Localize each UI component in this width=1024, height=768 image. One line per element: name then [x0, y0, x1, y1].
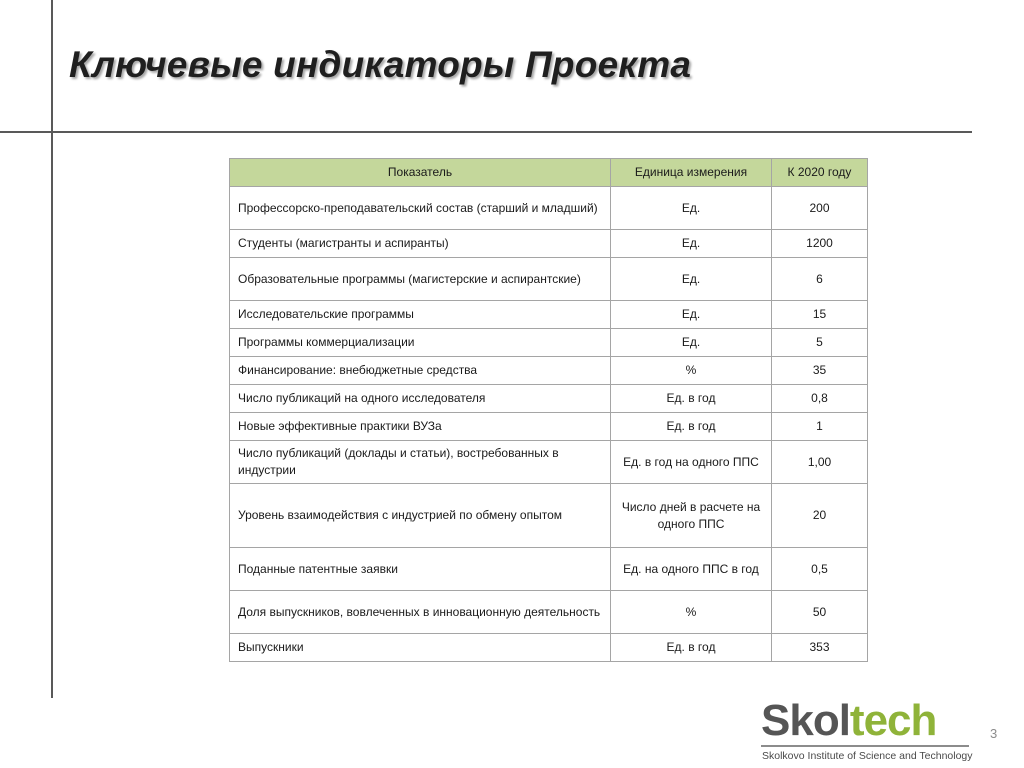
unit-cell: Ед. в год на одного ППС — [611, 441, 772, 484]
logo-divider — [761, 745, 969, 747]
unit-cell: Ед. — [611, 301, 772, 329]
logo-wordmark — [761, 697, 936, 745]
value-cell: 5 — [772, 329, 868, 357]
unit-cell: Ед. в год — [611, 413, 772, 441]
indicator-cell: Студенты (магистранты и аспиранты) — [230, 230, 611, 258]
indicator-cell: Программы коммерциализации — [230, 329, 611, 357]
unit-cell: Ед. — [611, 230, 772, 258]
logo-tagline: Skolkovo Institute of Science and Technology — [762, 750, 973, 762]
table-row — [230, 385, 868, 413]
value-cell: 1 — [772, 413, 868, 441]
indicator-cell: Уровень взаимодействия с индустрией по обмену опытом — [230, 484, 611, 548]
value-cell: 35 — [772, 357, 868, 385]
column-header-unit: Единица измерения — [611, 159, 772, 187]
table-row — [230, 591, 868, 634]
unit-cell: Ед. в год — [611, 634, 772, 662]
unit-cell: Число дней в расчете на одного ППС — [611, 484, 772, 548]
value-cell: 1,00 — [772, 441, 868, 484]
value-cell: 200 — [772, 187, 868, 230]
unit-cell: % — [611, 357, 772, 385]
unit-cell: Ед. на одного ППС в год — [611, 548, 772, 591]
indicator-cell: Число публикаций на одного исследователя — [230, 385, 611, 413]
logo-wordmark-tech: tech — [849, 696, 937, 745]
skoltech-logo — [761, 696, 973, 768]
indicator-cell: Профессорско-преподавательский состав (старший и младший) — [230, 187, 611, 230]
table-row — [230, 357, 868, 385]
indicator-cell: Финансирование: внебюджетные средства — [230, 357, 611, 385]
table-row — [230, 187, 868, 230]
unit-cell: Ед. — [611, 187, 772, 230]
table-row — [230, 413, 868, 441]
indicator-cell: Образовательные программы (магистерские и аспирантские) — [230, 258, 611, 301]
value-cell: 0,8 — [772, 385, 868, 413]
table-row — [230, 441, 868, 484]
table-row — [230, 258, 868, 301]
unit-cell: Ед. — [611, 329, 772, 357]
unit-cell: % — [611, 591, 772, 634]
indicator-cell: Поданные патентные заявки — [230, 548, 611, 591]
indicator-cell: Исследовательские программы — [230, 301, 611, 329]
table-row — [230, 548, 868, 591]
value-cell: 15 — [772, 301, 868, 329]
unit-cell: Ед. в год — [611, 385, 772, 413]
slide-title: Ключевые индикаторы Проекта — [69, 44, 692, 85]
logo-wordmark-skol: Skol — [761, 696, 850, 745]
kpi-table — [229, 158, 868, 662]
column-header-indicator: Показатель — [230, 159, 611, 187]
value-cell: 50 — [772, 591, 868, 634]
table-header-row — [230, 159, 868, 187]
indicator-cell: Новые эффективные практики ВУЗа — [230, 413, 611, 441]
value-cell: 353 — [772, 634, 868, 662]
value-cell: 20 — [772, 484, 868, 548]
table-row — [230, 230, 868, 258]
value-cell: 6 — [772, 258, 868, 301]
value-cell: 0,5 — [772, 548, 868, 591]
column-header-target-2020: К 2020 году — [772, 159, 868, 187]
left-vertical-rule — [51, 0, 53, 698]
unit-cell: Ед. — [611, 258, 772, 301]
page-number: 3 — [990, 726, 998, 741]
table-row — [230, 634, 868, 662]
value-cell: 1200 — [772, 230, 868, 258]
indicator-cell: Доля выпускников, вовлеченных в инновационную деятельность — [230, 591, 611, 634]
title-underline-rule — [0, 131, 972, 133]
indicator-cell: Число публикаций (доклады и статьи), востребованных в индустрии — [230, 441, 611, 484]
table-row — [230, 329, 868, 357]
table-row — [230, 301, 868, 329]
table-row — [230, 484, 868, 548]
indicator-cell: Выпускники — [230, 634, 611, 662]
